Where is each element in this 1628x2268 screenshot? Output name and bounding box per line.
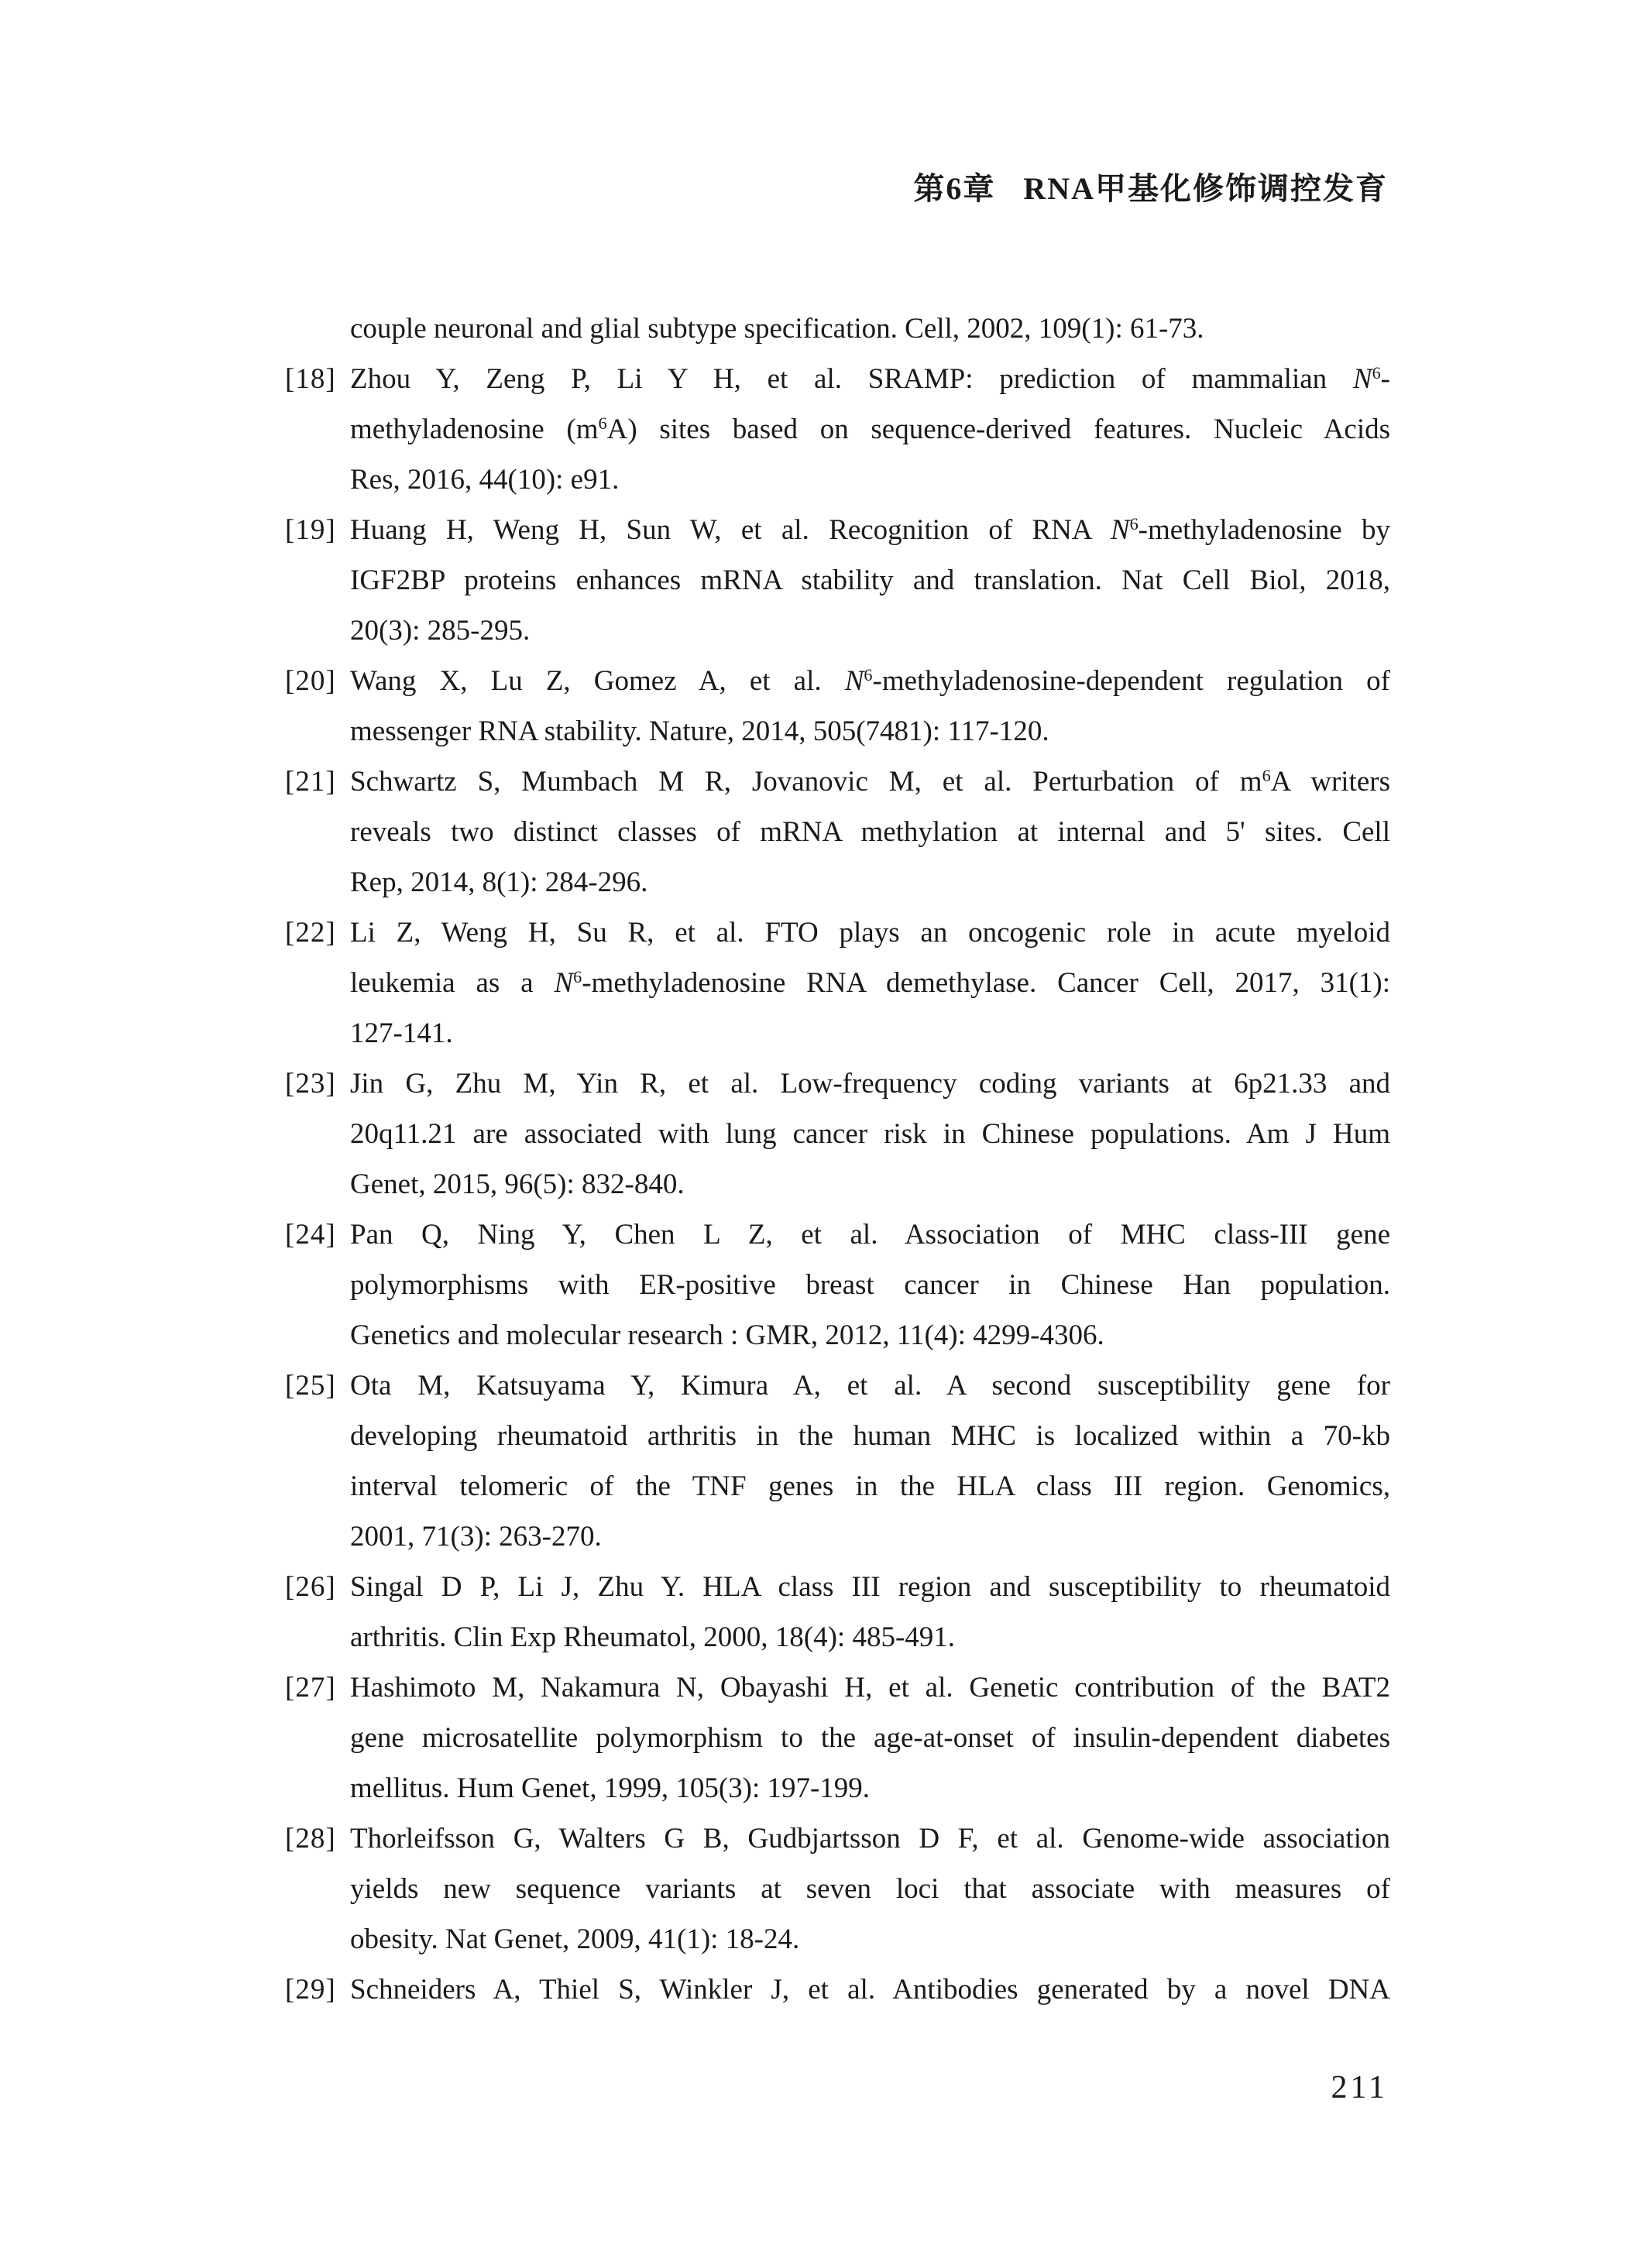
reference-line [285,1059,1390,1109]
reference-text: Res, 2016, 44(10): e91. [350,464,620,496]
reference-label: [28] [285,1823,336,1855]
reference-text: gene microsatellite polymorphism to the age-at-onset of insulin-dependent diabetes [350,1722,1390,1754]
reference-item [285,1813,1390,1964]
reference-text: methyladenosine (m [350,413,599,445]
reference-text: messenger RNA stability. Nature, 2014, 505(7481): 117-120. [350,715,1049,747]
reference-item [285,1059,1390,1209]
reference-item [285,1662,1390,1813]
reference-text: couple neuronal and glial subtype specification. Cell, 2002, 109(1): 61-73. [350,313,1204,345]
reference-text: Zhou Y, Zeng P, Li Y H, et al. SRAMP: prediction of mammalian [350,363,1353,395]
reference-text: Genet, 2015, 96(5): 832-840. [350,1168,685,1200]
reference-text: Li Z, Weng H, Su R, et al. FTO plays an oncogenic role in acute myeloid [350,917,1390,949]
superscript-text: 6 [864,664,873,685]
reference-line [285,757,1390,807]
reference-text: Huang H, Weng H, Sun W, et al. Recognition of RNA [350,514,1111,546]
reference-line [285,1763,1390,1813]
reference-text: Hashimoto M, Nakamura N, Obayashi H, et al. Genetic contribution of the BAT2 [350,1672,1390,1704]
reference-label: [23] [285,1068,336,1100]
reference-text: Schwartz S, Mumbach M R, Jovanovic M, et al. Perturbation of m [350,766,1262,798]
reference-label: [21] [285,766,336,798]
reference-line [285,304,1390,354]
reference-item [285,1562,1390,1662]
reference-line [285,1008,1390,1059]
reference-text: Singal D P, Li J, Zhu Y. HLA class III region and susceptibility to rheumatoid [350,1571,1390,1603]
reference-line [285,1310,1390,1360]
reference-item [285,757,1390,908]
reference-line [285,606,1390,656]
reference-label: [25] [285,1370,336,1402]
reference-text: -methyladenosine RNA demethylase. Cancer Cell, 2017, 31(1): [582,967,1390,999]
reference-item [285,505,1390,656]
reference-text: Thorleifsson G, Walters G B, Gudbjartsson D F, et al. Genome-wide association [350,1823,1390,1855]
reference-text: Ota M, Katsuyama Y, Kimura A, et al. A second susceptibility gene for [350,1370,1390,1402]
reference-text: 127-141. [350,1017,453,1049]
superscript-text: 6 [1372,362,1381,383]
reference-line [285,908,1390,958]
reference-line [285,1713,1390,1763]
reference-text: -methyladenosine by [1138,514,1390,546]
reference-text: - [1380,363,1390,395]
reference-line [285,455,1390,505]
reference-item [285,1209,1390,1360]
reference-item [285,1360,1390,1562]
reference-line [285,807,1390,857]
reference-item [285,304,1390,354]
reference-line [285,958,1390,1008]
reference-text: polymorphisms with ER-positive breast cancer in Chinese Han population. [350,1269,1390,1301]
reference-text: A writers [1270,766,1390,798]
reference-line [285,857,1390,908]
reference-text: interval telomeric of the TNF genes in the HLA class III region. Genomics, [350,1470,1390,1502]
reference-text: leukemia as a [350,967,555,999]
reference-text: Schneiders A, Thiel S, Winkler J, et al. Antibodies generated by a novel DNA [350,1974,1390,2006]
reference-line [285,1864,1390,1914]
reference-label: [24] [285,1219,336,1251]
reference-line [285,1360,1390,1411]
superscript-text: 6 [573,966,582,986]
reference-label: [20] [285,665,336,697]
reference-line [285,1109,1390,1159]
reference-line [285,1461,1390,1511]
reference-text: developing rheumatoid arthritis in the human MHC is localized within a 70-kb [350,1420,1390,1452]
reference-line [285,1411,1390,1461]
reference-text: mellitus. Hum Genet, 1999, 105(3): 197-199. [350,1772,871,1804]
reference-line [285,1662,1390,1713]
reference-text: N [554,967,574,999]
reference-line [285,505,1390,555]
reference-text: Pan Q, Ning Y, Chen L Z, et al. Association of MHC class-III gene [350,1219,1390,1251]
running-header [913,164,1388,208]
reference-text: A) sites based on sequence-derived features. Nucleic Acids [606,413,1390,445]
reference-text: reveals two distinct classes of mRNA methylation at internal and 5' sites. Cell [350,816,1390,848]
reference-text: -methyladenosine-dependent regulation of [872,665,1390,697]
superscript-text: 6 [598,413,607,433]
reference-label: [29] [285,1974,336,2006]
reference-line [285,1914,1390,1964]
reference-text: 2001, 71(3): 263-270. [350,1521,602,1553]
reference-label: [22] [285,917,336,949]
reference-text: N [1352,363,1372,395]
reference-item [285,354,1390,505]
reference-label: [18] [285,363,336,395]
reference-text: N [1110,514,1130,546]
reference-text: Wang X, Lu Z, Gomez A, et al. [350,665,845,697]
reference-item [285,908,1390,1059]
reference-text: 20(3): 285-295. [350,615,531,647]
reference-line [285,1813,1390,1864]
page-number: 211 [1331,2070,1388,2105]
reference-line [285,404,1390,455]
reference-text: IGF2BP proteins enhances mRNA stability and translation. Nat Cell Biol, 2018, [350,564,1390,596]
reference-label: [19] [285,514,336,546]
reference-label: [26] [285,1571,336,1603]
chapter-label: 第6章 [913,171,996,206]
reference-line [285,1159,1390,1209]
reference-line [285,1562,1390,1612]
superscript-text: 6 [1262,765,1271,785]
reference-text: 20q11.21 are associated with lung cancer risk in Chinese populations. Am J Hum [350,1118,1390,1150]
reference-label: [27] [285,1672,336,1704]
reference-text: Rep, 2014, 8(1): 284-296. [350,866,648,898]
reference-line [285,1612,1390,1662]
reference-text: yields new sequence variants at seven loci that associate with measures of [350,1873,1390,1905]
superscript-text: 6 [1129,513,1139,534]
reference-item [285,656,1390,757]
reference-line [285,706,1390,757]
reference-line [285,1964,1390,2015]
reference-line [285,1511,1390,1562]
reference-text: Jin G, Zhu M, Yin R, et al. Low-frequency coding variants at 6p21.33 and [350,1068,1390,1100]
reference-text: N [844,665,864,697]
reference-text: obesity. Nat Genet, 2009, 41(1): 18-24. [350,1923,800,1955]
reference-line [285,1209,1390,1260]
reference-item [285,1964,1390,2015]
reference-text: Genetics and molecular research : GMR, 2012, 11(4): 4299-4306. [350,1319,1104,1351]
reference-text: arthritis. Clin Exp Rheumatol, 2000, 18(4): 485-491. [350,1621,956,1653]
reference-line [285,656,1390,706]
references-list [285,304,1390,2015]
chapter-title: RNA甲基化修饰调控发育 [1023,171,1388,206]
reference-line [285,555,1390,606]
reference-line [285,1260,1390,1310]
reference-line [285,354,1390,404]
